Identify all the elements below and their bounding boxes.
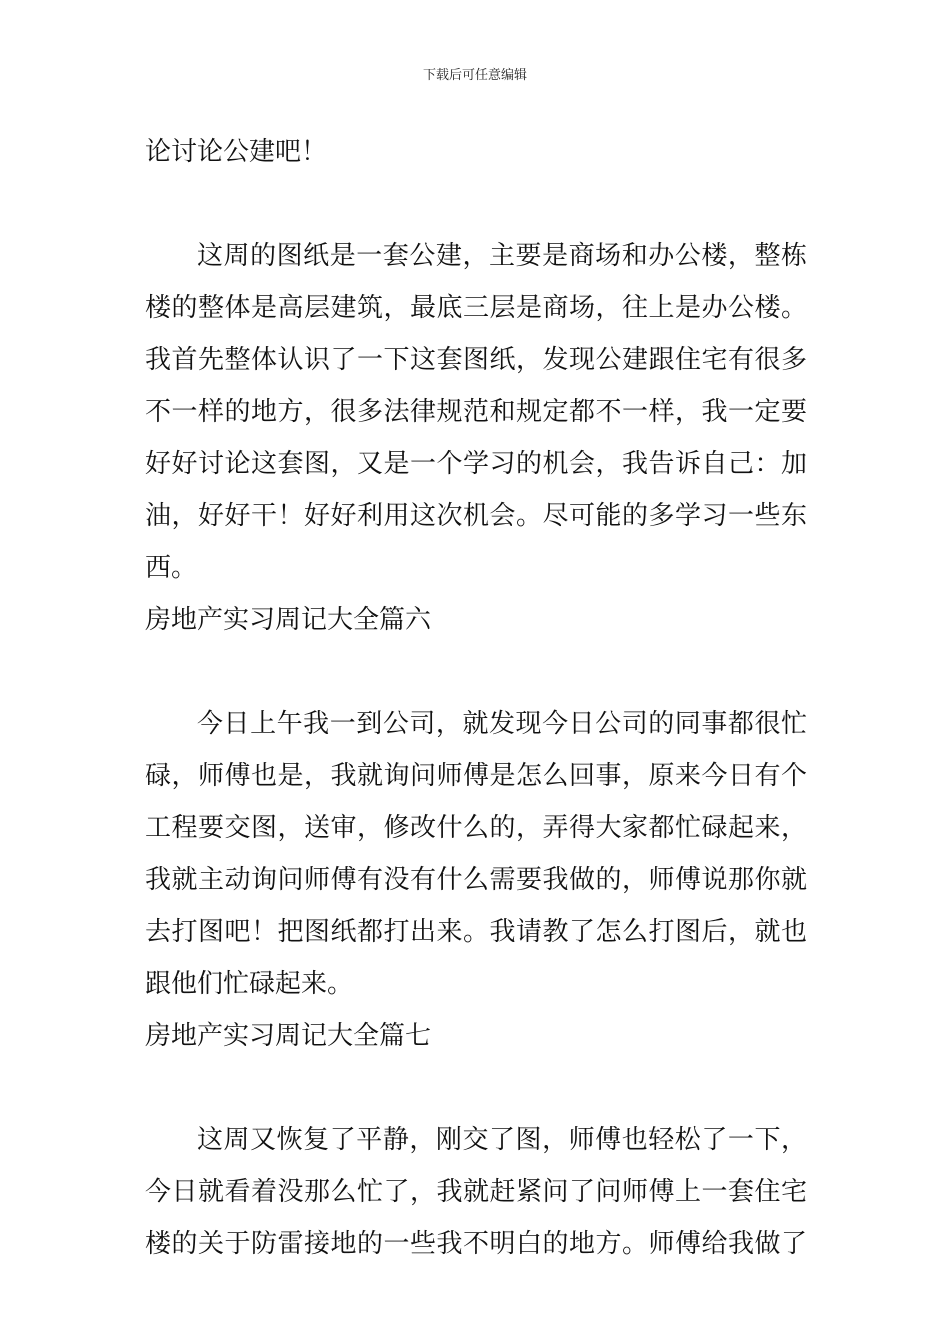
text-line: 我首先整体认识了一下这套图纸，发现公建跟住宅有很多 (145, 345, 807, 375)
text-line: 不一样的地方，很多法律规范和规定都不一样，我一定要 (145, 397, 807, 427)
text-line: 西。 (145, 553, 198, 583)
document-body (145, 126, 807, 1270)
paragraph-gap (145, 646, 807, 698)
text-line: 论讨论公建吧！ (145, 137, 328, 167)
text-line: 这周又恢复了平静，刚交了图，师傅也轻松了一下， (197, 1125, 807, 1155)
page-header: 下载后可任意编辑 (422, 68, 527, 83)
paragraph-2 (145, 698, 807, 1010)
paragraph-gap (145, 1062, 807, 1114)
text-line: 去打图吧！把图纸都打出来。我请教了怎么打图后，就也 (145, 917, 807, 947)
text-line: 油，好好干！好好利用这次机会。尽可能的多学习一些东 (145, 501, 807, 531)
text-line: 今日上午我一到公司，就发现今日公司的同事都很忙 (197, 709, 807, 739)
text-line: 好好讨论这套图，又是一个学习的机会，我告诉自己：加 (145, 449, 807, 479)
text-line: 碌，师傅也是，我就询问师傅是怎么回事，原来今日有个 (145, 761, 807, 791)
text-line: 楼的关于防雷接地的一些我不明白的地方。师傅给我做了 (145, 1229, 807, 1259)
section-heading: 房地产实习周记大全篇七 (145, 1021, 432, 1051)
paragraph-1 (145, 230, 807, 594)
text-line: 这周的图纸是一套公建，主要是商场和办公楼，整栋 (197, 241, 807, 271)
paragraph-3 (145, 1114, 807, 1270)
text-line: 跟他们忙碌起来。 (145, 969, 354, 999)
paragraph-gap (145, 178, 807, 230)
text-line: 工程要交图，送审，修改什么的，弄得大家都忙碌起来， (145, 813, 807, 843)
text-line: 我就主动询问师傅有没有什么需要我做的，师傅说那你就 (145, 865, 807, 895)
text-line: 今日就看着没那么忙了，我就赶紧问了问师傅上一套住宅 (145, 1177, 807, 1207)
text-line: 楼的整体是高层建筑，最底三层是商场，往上是办公楼。 (145, 293, 807, 323)
section-heading: 房地产实习周记大全篇六 (145, 605, 432, 635)
